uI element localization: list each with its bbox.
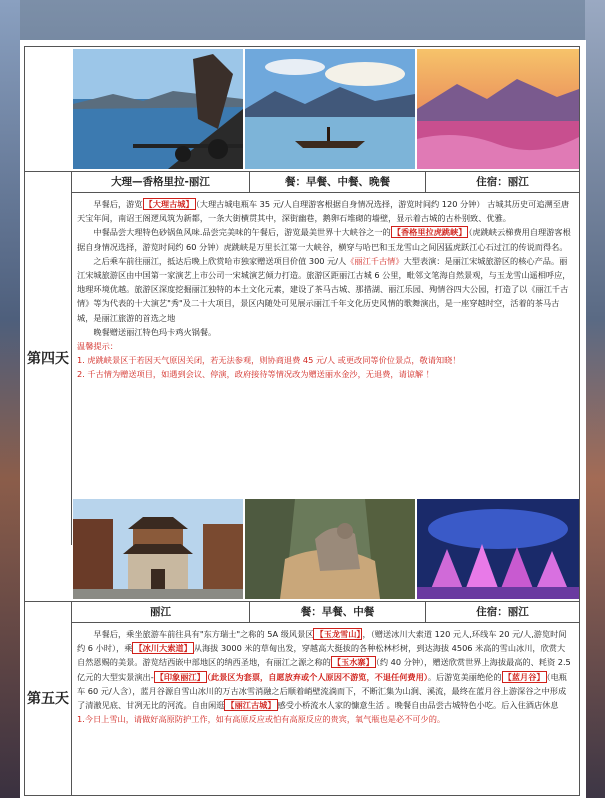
day4-tip-2: 2. 千古情为赠送项目，如遇到会议、停演，政府接待等情况改为赠送丽水金沙，无退费，请谅解 ！ bbox=[77, 369, 434, 380]
day5-meals: 餐：早餐、中餐 bbox=[250, 601, 426, 622]
day4-description bbox=[77, 197, 573, 382]
photo-erhai-balcony bbox=[73, 49, 243, 169]
day5-header bbox=[72, 601, 579, 623]
itinerary-table bbox=[24, 46, 580, 796]
photo-tiger-leaping-gorge bbox=[245, 499, 415, 599]
day5-hotel: 住宿：丽江 bbox=[476, 606, 529, 618]
day4-meals: 餐：早餐、中餐、晚餐 bbox=[250, 171, 426, 192]
photo-flower-mountain bbox=[417, 49, 579, 169]
day4-paragraph: 早餐后，游览 【大理古城】 （大理古城电瓶车 35 元/人自理游客根据自身情况选择，游览时间约 120 分钟） 古城其历史可追溯至唐天宝年间，南诏王阁逻凤筑为新都，一条大街横贯其中，深街幽巷，鹅卵石堆砌的墙壁，显示着古城的古朴别致、优雅。 bbox=[77, 199, 570, 224]
background-decoration-right bbox=[585, 0, 605, 798]
day5-paragraph: 早餐后，乘坐旅游车前往具有"东方瑞士"之称的 5A 级风景区 【玉龙雪山】 ，（赠送冰川大索道 120 元人,环线车 20 元/人,游览时间约 6 小时），乘 【冰川大索道】 从海拔 3000 米的草甸出发，穿越高大挺拔的各种松林杉树，到达海拔 4506 米高的雪山冰川，欣赏大自然恩赐的美景。游览结西嵌中部地区的纳西圣地，有丽江之源之称的 【玉水寨】 （约 40 分钟），赠送欣赏世界上海拔最高的、耗资 2.5 亿元的大型实景演出- 【印象丽江】 （此景区为套票，自愿放弃或个人原因不游览，不退任何费用）。后游览美丽绝伦的 【蓝月谷】 （电瓶车 60 元/人含），蓝月谷源自雪山冰川的万古冰雪消融之后顺着峭壁流淌而下，不断汇集为山涧、溪流，最终在蓝月谷上游深谷之中形成了清澈见底、甘冽无比的河流。自由闲逛 【丽江古城】 感受小桥流水人家的慷意生活 。晚餐自由品尝古城特色小吃。后入住酒店休息 bbox=[77, 629, 571, 711]
day5-label: 第五天 bbox=[25, 601, 72, 795]
day4-paragraph: 中餐品尝大理特色砂锅鱼风味.品尝完美味的午餐后，游览最美世界十大峡谷之一的 【香格里拉虎跳峡】 （虎跳峡云梯费用自理游客根据自身情况选择，游览时间约 60 分钟）虎跳峡是万里长江第一大峡谷，横穿与哈巴和玉龙雪山之间因猛虎跃江心石过江的传说而得名。 bbox=[77, 227, 571, 252]
day4-header bbox=[72, 171, 579, 193]
photo-lake-boat bbox=[245, 49, 415, 169]
day4-tip-1: 1. 虎跳峡景区于若因天气原因关闭，若无法参观，则协商退费 45 元/人 或更改同等价位景点，敬请知晓！ bbox=[77, 355, 461, 366]
photo-lijiang-gate bbox=[73, 499, 243, 599]
day4-hotel: 住宿：丽江 bbox=[476, 176, 529, 188]
photo-lijiang-show bbox=[417, 499, 579, 599]
day4-tips-title: 温馨提示： bbox=[77, 341, 118, 352]
day4-label: 第四天 bbox=[25, 171, 72, 545]
day4-paragraph: 之后乘车前往丽江，抵达后晚上欣赏哈市独家赠送项目价值 300 元/人《丽江千古情》大型表演：是丽江宋城旅游区的核心产品。丽江宋城旅游区由中国第一家演艺上市公司一宋城演艺倾力打造。旅游区距丽江古城 6 公里，毗邻文笔海自然景观，与玉龙雪山遥相呼应，地理环境优越。旅游区深度挖掘丽江独特的本土文化元素，建设了茶马古城、那措湖、丽江乐园、殉情谷四大公园，打造了以《丽江千古情》等为代表的十大演艺"秀"及二十大项目，景区内随处可见展示丽江千年文化历史风情的歌舞演出，是一座穿越时空，活着的茶马古城，是丽江旅游的首选之地 bbox=[77, 255, 571, 323]
day5-tip-1: 1.今日上雪山，请做好高原防护工作，如有高原反应或怕有高原反应的贵宾，氧气瓶也是必不可少的。 bbox=[77, 714, 446, 725]
day5-description bbox=[77, 627, 573, 726]
day4-paragraph: 晚餐赠送丽江特色玛卡鸡火锅餐。 bbox=[93, 326, 217, 337]
day5-route: 丽江 bbox=[72, 601, 250, 622]
day4-route: 大理—香格里拉-丽江 bbox=[72, 171, 250, 192]
background-decoration-left bbox=[0, 0, 20, 798]
